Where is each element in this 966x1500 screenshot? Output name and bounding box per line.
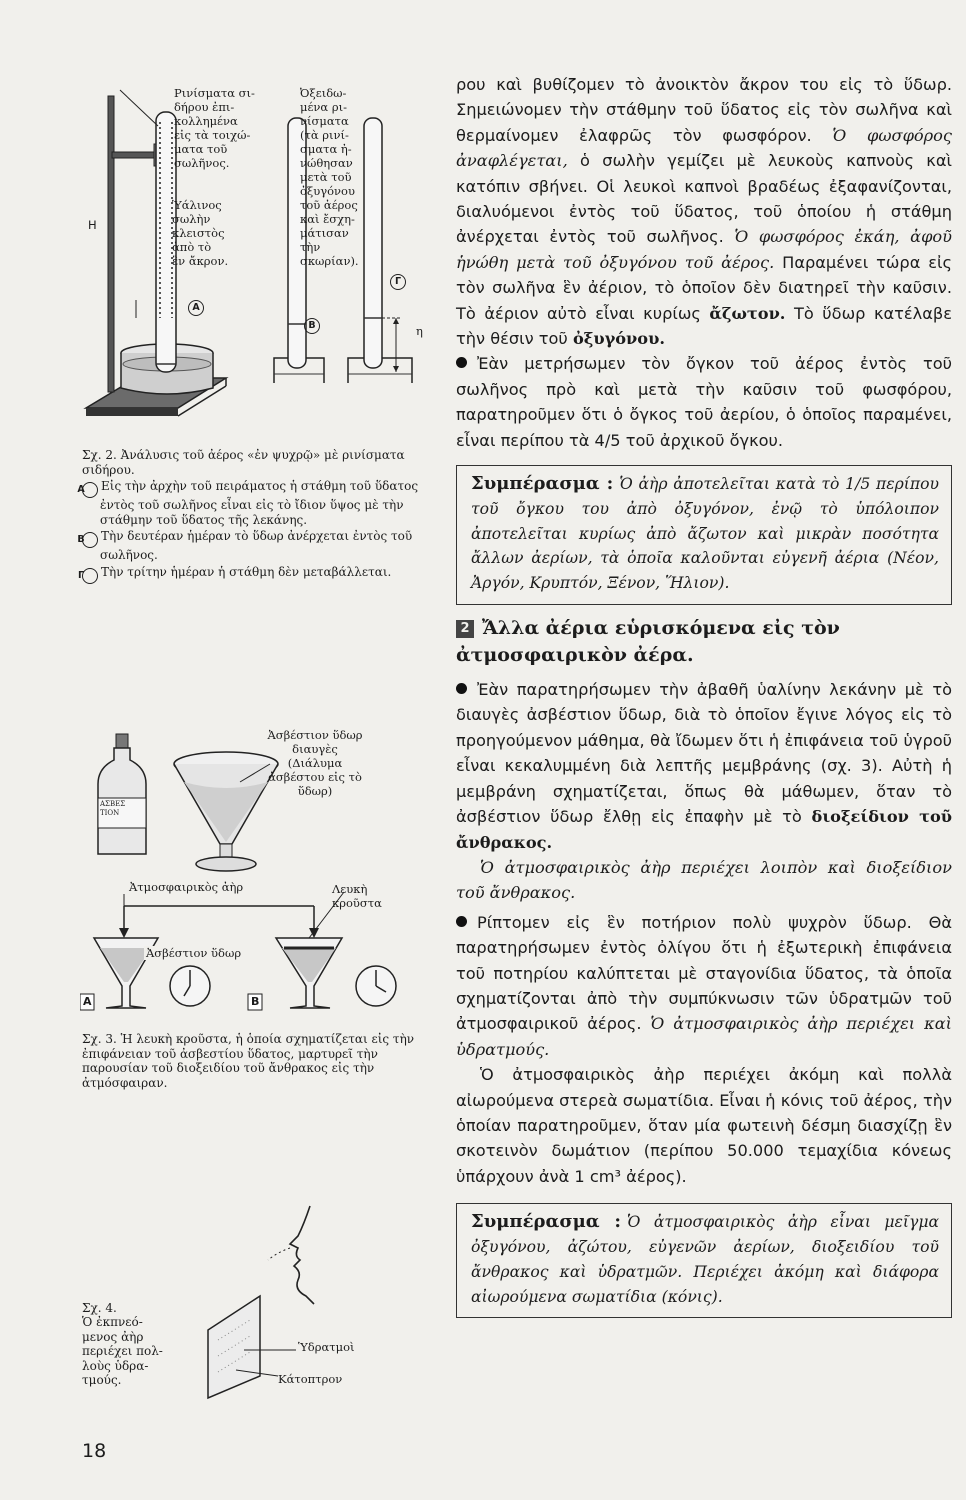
paragraph-dust — [456, 1062, 952, 1189]
bullet-icon — [456, 916, 467, 927]
label-water-vapour: Ὑδρατμοὶ — [298, 1340, 355, 1354]
paragraph-limewater — [456, 677, 952, 855]
caption-item-b-text: Τὴν δευτέραν ἡμέραν τὸ ὕδωρ ἀνέρχεται ἐντὸς τοῦ σωλῆνος. — [100, 529, 413, 562]
p1-text-c: ὁ σωλὴν γεμίζει μὲ λευκοὺς καπνοὺς καὶ κατόπιν σβήνει. Οἱ λευκοὶ καπνοὶ βραδέως ἐξαφανίζονται, διαλυόμενοι ἐντὸς τοῦ ὕδατος, τοῦ ὁποίου ἡ στάθμη ἀνέρχεται ἐντὸς τοῦ σωλῆνος. — [456, 151, 952, 247]
right-column — [456, 72, 952, 1328]
air-analysis-apparatus-drawing — [76, 78, 446, 438]
p5-text: Ὁ ἀτμοσφαιρικὸς ἀὴρ περιέχει ἀκόμη καὶ πολλὰ αἰωρούμενα στερεὰ σωματίδια. Εἶναι ἡ κόνις τοῦ ἀέρος, τὴν ὁποίαν παρατηροῦμεν, ὅταν μία φωτεινὴ δέσμη διασχίζῃ ἓν σκοτεινὸν δωμάτιον (περίπου 50.000 τεμαχίδια κόνεως ὑπάρχουν ἀνὰ 1 cm³ ἀέρος). — [456, 1065, 952, 1186]
mark-eta-height: η — [416, 324, 423, 338]
label-mirror: Κάτοπτρον — [278, 1372, 343, 1386]
conclusion-2-heading: Συμπέρασμα : — [471, 1211, 622, 1233]
caption-item-a — [77, 479, 434, 527]
glass-mark-b: B — [251, 995, 260, 1008]
label-atmospheric-air: Ἀτμοσφαιρικὸς ἀὴρ — [126, 880, 246, 894]
caption-mark-a: A — [82, 482, 98, 498]
caption-mark-b: B — [82, 532, 98, 548]
figure-3-caption-text: Σχ. 3. Ἡ λευκὴ κροῦστα, ἡ ὁποία σχηματίζεται εἰς τὴν ἐπιφάνειαν τοῦ ἀσβεστίου ὕδατος, μαρτυρεῖ τὴν παρουσίαν τοῦ διοξειδίου τοῦ ἄνθρακος εἰς τὴν ἀτμόσφαιραν. — [82, 1032, 415, 1090]
label-rust-filings: Ρινίσματα σι- δήρου ἐπι- κολλημένα εἰς τὰ τοιχώ- ματα τοῦ σωλῆνος. — [174, 86, 255, 170]
label-limewater-glass: Ἀσβέστιον ὕδωρ — [146, 946, 242, 960]
p1-italic-d: Ὁ φωσφόρος ἐκάη, ἀφοῦ ἡνώθη μετὰ τοῦ ὀξυγόνου τοῦ ἀέρος. — [456, 227, 952, 272]
p1-bold-oxygen: ὀξυγόνου. — [572, 329, 665, 349]
label-oxidised-filings: Ὀξειδω- μένα ρι- νίσματα (τὰ ρινί- σματα ἠ- νώθησαν μετὰ τοῦ ὀξυγόνου τοῦ ἀέρος καὶ ἔσχη- μάτισαν τὴν σκωρίαν). — [300, 86, 359, 268]
conclusion-1-text: Ὁ ἀὴρ ἀποτελεῖται κατὰ τὸ 1/5 περίπου τοῦ ὄγκου του ἀπὸ ὀξυγόνον, ἐνῷ τὸ ὑπόλοιπον ἀποτελεῖται κυρίως ἀπὸ ἄζωτον καὶ μικρὰν ποσότητα ἄλλων ἀερίων, τὰ ὁποῖα καλοῦνται εὐγενῆ ἀέρια (Νέον, Ἀργόν, Κρυπτόν, Ξένον, Ἥλιον). — [471, 475, 939, 593]
caption-item-gamma-text: Τὴν τρίτην ἡμέραν ἡ στάθμη δὲν μεταβάλλεται. — [101, 564, 392, 579]
caption-item-gamma — [77, 564, 434, 584]
mark-gamma: Γ — [390, 274, 406, 290]
p1-text-a: ρου καὶ βυθίζομεν τὸ ἀνοικτὸν ἄκρον του εἰς τὸ ὕδωρ. Σημειώνομεν τὴν στάθμην τοῦ ὕδατος εἰς τὸν σωλῆνα καὶ θερμαίνομεν ἐλαφρῶς τὸν φωσφόρον. — [456, 75, 952, 145]
p4-italic-b: Ὁ ἀτμοσφαιρικὸς ἀὴρ περιέχει καὶ ὑδρατμούς. — [456, 1014, 952, 1059]
paragraph-phosphorus — [456, 72, 952, 351]
bottle-label: ΑΣΒΕΣ ΤΙΟΝ — [100, 800, 126, 817]
bullet-icon — [456, 357, 467, 368]
page-number: 18 — [82, 1440, 107, 1462]
figure-2-caption-title: Σχ. 2. Ἀνάλυσις τοῦ ἀέρος «ἐν ψυχρῷ» μὲ ρινίσματα σιδήρου. — [82, 448, 405, 477]
mark-h: H — [88, 218, 97, 232]
p1-text-g: Τὸ ὕδωρ κατέλαβε τὴν θέσιν τοῦ — [456, 303, 952, 349]
caption-mark-gamma: Γ — [82, 568, 98, 584]
p1-italic-b: Ὁ φωσφόρος ἀναφλέγεται, — [456, 125, 952, 171]
p3-text-a: Ἐὰν παρατηρήσωμεν τὴν ἀβαθῆ ὑαλίνην λεκάνην μὲ τὸ διαυγὲς ἀσβέστιον ὕδωρ, διὰ τὸ ὁποῖον ἔγινε λόγος εἰς τὸ προηγούμενον μάθημα, θὰ ἴδωμεν ὅτι ἡ ἐπιφάνεια τοῦ ὑγροῦ εἶναι κεκαλυμμένη διὰ λεπτῆς μεμβράνης (σχ. 3). Αὐτὴ ἡ μεμβράνη σχηματίζεται, ὅπως θὰ μάθωμεν, ὅταν τὸ ἀσβέστιον ὕδωρ ἔλθῃ εἰς ἐπαφὴν μὲ τὸ — [456, 680, 952, 827]
p3-bold-co2: διοξείδιον τοῦ ἄνθρακος. — [456, 807, 952, 852]
paragraph-cold-glass — [456, 910, 952, 1062]
figure-2-caption — [77, 448, 434, 584]
p1-text-e: Παραμένει τώρα εἰς τὸν σωλῆνα ἓν ἀέριον, τὸ ὁποῖον δὲν διατηρεῖ τὴν καῦσιν. Τὸ ἀέριον αὐτὸ εἶναι κυρίως — [456, 252, 952, 323]
glass-mark-a: A — [83, 995, 92, 1008]
bullet-icon — [456, 683, 467, 694]
mark-a: A — [188, 300, 204, 316]
label-glass-tube: Ὑάλινος σωλὴν κλειστὸς ἀπὸ τὸ ἓν ἄκρον. — [172, 198, 229, 268]
conclusion-2-text: Ὁ ἀτμοσφαιρικὸς ἀὴρ εἶναι μεῖγμα ὀξυγόνου, ἀζώτου, εὐγενῶν ἀερίων, διοξειδίου τοῦ ἄνθρακος καὶ ὑδρατμῶν. Περιέχει ἀκόμη καὶ διάφορα αἰωρούμενα σωματίδια (κόνις). — [471, 1213, 939, 1306]
section-title: Ἄλλα ἀέρια εὑρισκόμενα εἰς τὸν ἀτμοσφαιρικὸν ἀέρα. — [456, 617, 840, 667]
section-heading — [456, 615, 952, 669]
figure-3-caption — [82, 1032, 438, 1090]
figure-4-caption-text: Σχ. 4. Ὁ ἐκπνεό- μενος ἀὴρ περιέχει πολ- λοὺς ὑδρα- τμούς. — [82, 1300, 163, 1387]
p3-italic-c: Ὁ ἀτμοσφαιρικὸς ἀὴρ περιέχει λοιπὸν καὶ διοξείδιον τοῦ ἄνθρακος. — [456, 857, 952, 903]
caption-item-a-text: Εἰς τὴν ἀρχὴν τοῦ πειράματος ἡ στάθμη τοῦ ὕδατος ἐντὸς τοῦ σωλῆνος εἶναι εἰς τὸ ἴδιον ὕψος μὲ τὴν στάθμην τοῦ ὕδατος τῆς λεκάνης. — [100, 479, 419, 527]
figure-2 — [76, 78, 446, 438]
section-number-badge: 2 — [456, 620, 474, 638]
figure-4-caption — [82, 1286, 192, 1402]
p4-text-a: Ρίπτομεν εἰς ἓν ποτήριον πολὺ ψυχρὸν ὕδωρ. Θὰ παρατηρήσωμεν ἐντὸς ὀλίγου ὅτι ἡ ἐξωτερικὴ ἐπιφάνεια τοῦ ποτηρίου καλύπτεται μὲ σταγονίδια ὕδατος, τὰ ὁποῖα σχηματίζονται ἀπὸ τὴν συμπύκνωσιν τῶν ὑδρατμῶν τοῦ ἀτμοσφαιρικοῦ ἀέρος. — [456, 912, 952, 1034]
breath-on-mirror-drawing — [190, 1200, 450, 1400]
conclusion-1-heading: Συμπέρασμα : — [471, 473, 614, 495]
conclusion-box-2 — [456, 1203, 952, 1318]
label-white-crust: Λευκὴ κροῦστα — [332, 882, 382, 910]
paragraph-volume — [456, 351, 952, 453]
figure-4 — [190, 1200, 450, 1400]
p1-bold-nitrogen: ἄζωτον. — [709, 303, 786, 323]
conclusion-box-1 — [456, 465, 952, 605]
mark-b: B — [304, 318, 320, 334]
figure-3 — [80, 724, 450, 1024]
paragraph-co2-statement — [456, 855, 952, 906]
caption-item-b — [77, 529, 434, 563]
label-limewater-clear: Ἀσβέστιον ὕδωρ διαυγὲς (Διάλυμα ἀσβέστου εἰς τὸ ὕδωρ) — [267, 728, 363, 798]
p2-text: Ἐὰν μετρήσωμεν τὸν ὄγκον τοῦ ἀέρος ἐντὸς τοῦ σωλῆνος πρὸ καὶ μετὰ τὴν καῦσιν τοῦ φωσφόρου, παρατηροῦμεν ὅτι ὁ ὄγκος τοῦ ἀερίου, ὁ ὁποῖος παραμένει, εἶναι περίπου τὰ 4/5 τοῦ ἀρχικοῦ ὄγκου. — [456, 354, 952, 450]
